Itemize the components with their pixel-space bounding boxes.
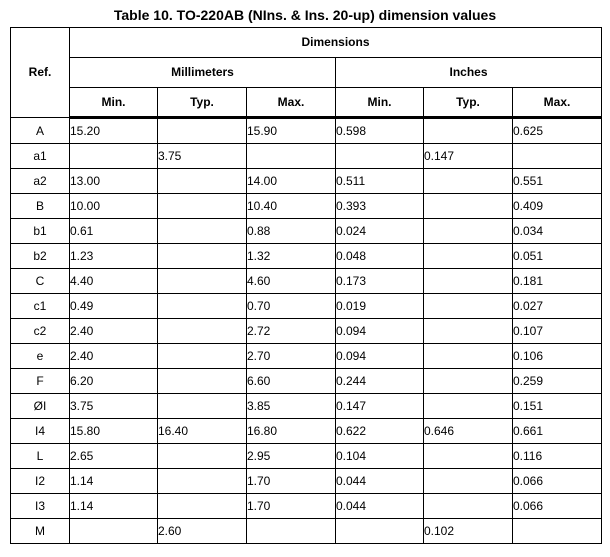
in-typ-cell xyxy=(424,344,513,369)
mm-typ-cell: 16.40 xyxy=(158,419,247,444)
mm-max-cell: 1.32 xyxy=(247,244,336,269)
in-min-cell: 0.019 xyxy=(336,294,424,319)
ref-cell: a1 xyxy=(11,144,70,169)
millimeters-header: Millimeters xyxy=(70,58,336,88)
ref-cell: B xyxy=(11,194,70,219)
in-max-cell: 0.066 xyxy=(513,494,602,519)
mm-min-cell: 3.75 xyxy=(70,394,158,419)
ref-cell: e xyxy=(11,344,70,369)
mm-typ-cell xyxy=(158,494,247,519)
ref-cell: c1 xyxy=(11,294,70,319)
mm-min-cell: 4.40 xyxy=(70,269,158,294)
ref-cell: F xyxy=(11,369,70,394)
ref-cell: I4 xyxy=(11,419,70,444)
mm-max-cell: 2.70 xyxy=(247,344,336,369)
in-max-cell: 0.051 xyxy=(513,244,602,269)
in-max-cell: 0.107 xyxy=(513,319,602,344)
mm-max-cell: 10.40 xyxy=(247,194,336,219)
mm-min-cell: 13.00 xyxy=(70,169,158,194)
ref-cell: C xyxy=(11,269,70,294)
ref-cell: I3 xyxy=(11,494,70,519)
in-min-cell: 0.044 xyxy=(336,469,424,494)
mm-max-cell: 14.00 xyxy=(247,169,336,194)
in-min-cell: 0.622 xyxy=(336,419,424,444)
in-typ-cell xyxy=(424,118,513,144)
table-row xyxy=(11,219,602,244)
in-max-cell: 0.027 xyxy=(513,294,602,319)
mm-min-cell: 1.14 xyxy=(70,494,158,519)
mm-typ-cell xyxy=(158,294,247,319)
mm-min-cell xyxy=(70,144,158,169)
in-typ-cell xyxy=(424,169,513,194)
mm-max-cell xyxy=(247,519,336,544)
ref-cell: a2 xyxy=(11,169,70,194)
in-max-cell: 0.116 xyxy=(513,444,602,469)
table-row xyxy=(11,294,602,319)
mm-max-cell: 2.95 xyxy=(247,444,336,469)
table-row xyxy=(11,444,602,469)
in-typ-cell: 0.102 xyxy=(424,519,513,544)
in-typ-cell xyxy=(424,369,513,394)
in-typ-cell xyxy=(424,194,513,219)
mm-typ-cell xyxy=(158,369,247,394)
mm-max-cell: 0.70 xyxy=(247,294,336,319)
mm-max-cell: 4.60 xyxy=(247,269,336,294)
in-max-cell: 0.106 xyxy=(513,344,602,369)
mm-min-cell: 0.61 xyxy=(70,219,158,244)
in-min-cell: 0.104 xyxy=(336,444,424,469)
mm-typ-cell xyxy=(158,444,247,469)
mm-typ-cell xyxy=(158,269,247,294)
in-min-cell: 0.244 xyxy=(336,369,424,394)
in-max-cell: 0.661 xyxy=(513,419,602,444)
table-row xyxy=(11,494,602,519)
mm-typ-header: Typ. xyxy=(158,88,247,118)
mm-min-cell: 15.80 xyxy=(70,419,158,444)
in-min-cell: 0.147 xyxy=(336,394,424,419)
mm-min-cell: 0.49 xyxy=(70,294,158,319)
in-typ-cell xyxy=(424,269,513,294)
in-typ-cell xyxy=(424,394,513,419)
table-row xyxy=(11,369,602,394)
in-max-cell: 0.066 xyxy=(513,469,602,494)
dimension-table xyxy=(10,27,602,544)
in-min-cell: 0.511 xyxy=(336,169,424,194)
in-max-cell: 0.151 xyxy=(513,394,602,419)
ref-cell: ØI xyxy=(11,394,70,419)
mm-max-cell: 16.80 xyxy=(247,419,336,444)
in-min-cell: 0.598 xyxy=(336,118,424,144)
table-row xyxy=(11,394,602,419)
mm-max-cell: 6.60 xyxy=(247,369,336,394)
in-min-cell: 0.094 xyxy=(336,344,424,369)
table-row xyxy=(11,118,602,144)
in-min-cell: 0.024 xyxy=(336,219,424,244)
table-row xyxy=(11,519,602,544)
in-max-cell: 0.409 xyxy=(513,194,602,219)
in-min-cell xyxy=(336,144,424,169)
in-typ-cell: 0.147 xyxy=(424,144,513,169)
mm-typ-cell xyxy=(158,194,247,219)
in-max-cell: 0.625 xyxy=(513,118,602,144)
mm-min-cell: 1.14 xyxy=(70,469,158,494)
dimensions-header: Dimensions xyxy=(70,28,602,58)
in-typ-cell xyxy=(424,244,513,269)
table-row xyxy=(11,469,602,494)
ref-cell: M xyxy=(11,519,70,544)
mm-typ-cell: 3.75 xyxy=(158,144,247,169)
mm-min-cell: 2.40 xyxy=(70,319,158,344)
in-max-cell: 0.034 xyxy=(513,219,602,244)
mm-typ-cell xyxy=(158,244,247,269)
in-min-cell: 0.094 xyxy=(336,319,424,344)
mm-max-cell: 2.72 xyxy=(247,319,336,344)
table-row xyxy=(11,169,602,194)
mm-typ-cell: 2.60 xyxy=(158,519,247,544)
in-typ-cell xyxy=(424,494,513,519)
ref-cell: b1 xyxy=(11,219,70,244)
in-max-cell xyxy=(513,519,602,544)
table-row xyxy=(11,419,602,444)
in-typ-cell: 0.646 xyxy=(424,419,513,444)
in-max-header: Max. xyxy=(513,88,602,118)
mm-max-cell xyxy=(247,144,336,169)
mm-typ-cell xyxy=(158,169,247,194)
in-typ-cell xyxy=(424,294,513,319)
in-min-header: Min. xyxy=(336,88,424,118)
mm-typ-cell xyxy=(158,118,247,144)
ref-cell: b2 xyxy=(11,244,70,269)
in-min-cell: 0.044 xyxy=(336,494,424,519)
mm-typ-cell xyxy=(158,319,247,344)
mm-max-cell: 15.90 xyxy=(247,118,336,144)
mm-min-header: Min. xyxy=(70,88,158,118)
mm-min-cell: 1.23 xyxy=(70,244,158,269)
table-row xyxy=(11,344,602,369)
mm-typ-cell xyxy=(158,219,247,244)
mm-max-cell: 1.70 xyxy=(247,494,336,519)
table-body xyxy=(11,118,602,544)
mm-max-header: Max. xyxy=(247,88,336,118)
in-min-cell: 0.173 xyxy=(336,269,424,294)
table-row xyxy=(11,319,602,344)
table-caption: Table 10. TO-220AB (NIns. & Ins. 20-up) dimension values xyxy=(113,7,497,23)
inches-header: Inches xyxy=(336,58,602,88)
table-row xyxy=(11,269,602,294)
in-min-cell: 0.393 xyxy=(336,194,424,219)
in-typ-cell xyxy=(424,219,513,244)
table-row xyxy=(11,194,602,219)
in-typ-cell xyxy=(424,469,513,494)
mm-typ-cell xyxy=(158,469,247,494)
in-typ-header: Typ. xyxy=(424,88,513,118)
mm-max-cell: 0.88 xyxy=(247,219,336,244)
mm-typ-cell xyxy=(158,344,247,369)
in-min-cell: 0.048 xyxy=(336,244,424,269)
mm-min-cell: 6.20 xyxy=(70,369,158,394)
mm-max-cell: 1.70 xyxy=(247,469,336,494)
in-max-cell: 0.551 xyxy=(513,169,602,194)
in-max-cell: 0.259 xyxy=(513,369,602,394)
table-row xyxy=(11,244,602,269)
in-max-cell: 0.181 xyxy=(513,269,602,294)
ref-cell: I2 xyxy=(11,469,70,494)
mm-min-cell xyxy=(70,519,158,544)
ref-cell: c2 xyxy=(11,319,70,344)
ref-cell: L xyxy=(11,444,70,469)
mm-max-cell: 3.85 xyxy=(247,394,336,419)
table-row xyxy=(11,144,602,169)
in-typ-cell xyxy=(424,444,513,469)
mm-typ-cell xyxy=(158,394,247,419)
mm-min-cell: 10.00 xyxy=(70,194,158,219)
ref-header: Ref. xyxy=(11,28,70,118)
in-min-cell xyxy=(336,519,424,544)
mm-min-cell: 2.65 xyxy=(70,444,158,469)
in-max-cell xyxy=(513,144,602,169)
mm-min-cell: 15.20 xyxy=(70,118,158,144)
in-typ-cell xyxy=(424,319,513,344)
mm-min-cell: 2.40 xyxy=(70,344,158,369)
ref-cell: A xyxy=(11,118,70,144)
